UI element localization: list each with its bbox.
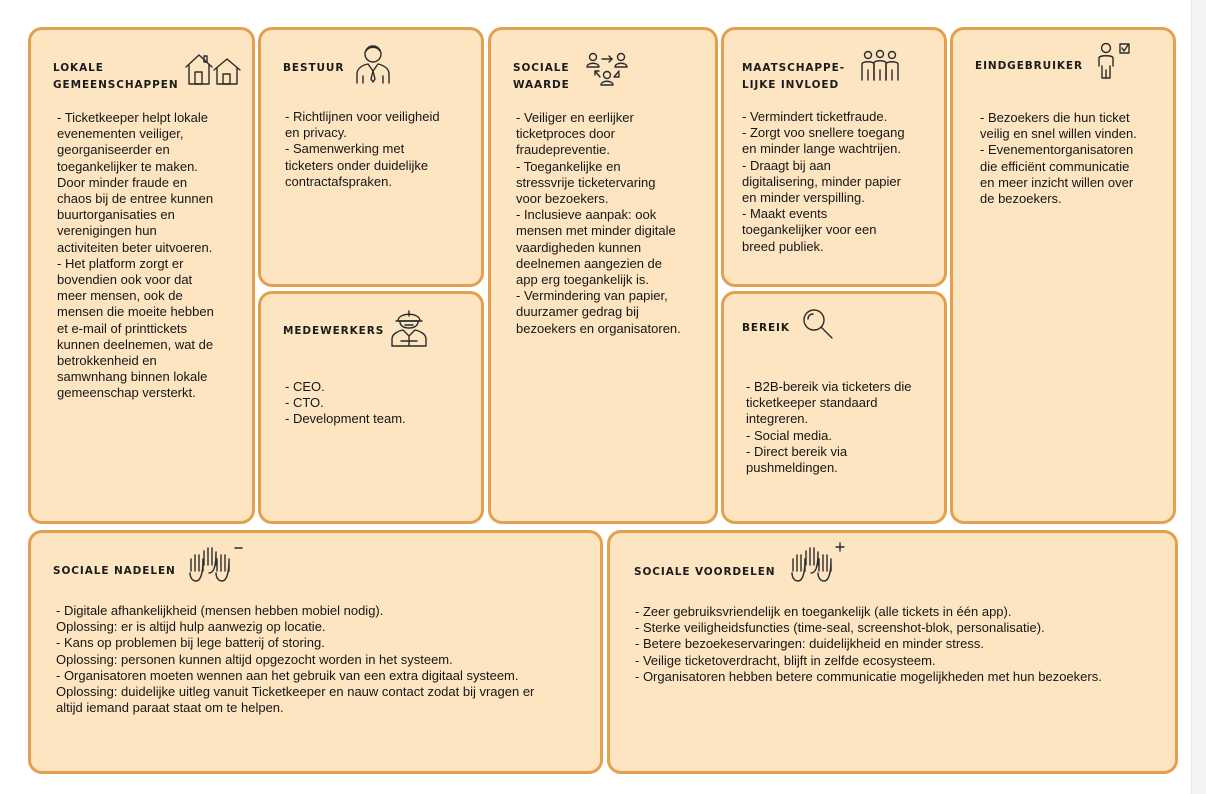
card-body: - Richtlijnen voor veiligheid en privacy. - Samenwerking met ticketers onder duidelijke contractafspraken. bbox=[285, 109, 440, 189]
card-title: LOKALE GEMEENSCHAPPEN bbox=[53, 62, 179, 91]
page-edge bbox=[1191, 0, 1206, 794]
card-sociale-voordelen bbox=[607, 530, 1178, 774]
card-sociale-waarde bbox=[488, 27, 718, 524]
card-title: EINDGEBRUIKER bbox=[975, 60, 1083, 72]
houses-icon bbox=[183, 52, 245, 86]
card-body: - Bezoekers die hun ticket veilig en snel willen vinden. - Evenementorganisatoren die efficiënt communicatie en meer inzicht willen over de bezoekers. bbox=[980, 110, 1137, 207]
people-exchange-icon bbox=[586, 52, 628, 88]
card-body: - B2B-bereik via ticketers die ticketkeeper standaard integreren. - Social media. - Direct bereik via pushmeldingen. bbox=[746, 379, 912, 476]
card-body: - Vermindert ticketfraude. - Zorgt voo snellere toegang en minder lange wachtrijen. - Draagt bij aan digitalisering, minder papier en minder verspilling. - Maakt events toegankelijker voor een breed publiek. bbox=[742, 109, 905, 254]
card-maatschappelijke-invloed bbox=[721, 27, 947, 287]
user-check-icon bbox=[1096, 42, 1134, 80]
group-icon bbox=[859, 50, 901, 82]
card-lokale-gemeenschappen bbox=[28, 27, 255, 524]
card-title: MEDEWERKERS bbox=[283, 325, 385, 337]
worker-icon bbox=[389, 306, 429, 348]
card-body: - CEO. - CTO. - Development team. bbox=[285, 379, 406, 427]
businessman-icon bbox=[353, 43, 393, 85]
card-bestuur bbox=[258, 27, 484, 287]
card-title: BEREIK bbox=[742, 322, 790, 334]
hands-minus-icon bbox=[186, 543, 244, 585]
card-title: SOCIALE WAARDE bbox=[513, 62, 570, 91]
card-medewerkers bbox=[258, 291, 484, 524]
card-title: BESTUUR bbox=[283, 62, 345, 74]
magnifier-icon bbox=[801, 307, 835, 341]
card-title: SOCIALE NADELEN bbox=[53, 565, 176, 577]
card-body: - Veiliger en eerlijker ticketproces door fraudepreventie. - Toegankelijke en stressvrije ticketervaring voor bezoekers. - Inclusieve aanpak: ook mensen met minder digitale vaardigheden kunnen deelnemen aangezien de app erg toegankelijk is. - Vermindering van papier, duurzamer gedrag bij bezoekers en organisatoren. bbox=[516, 110, 681, 336]
card-bereik bbox=[721, 291, 947, 524]
card-eindgebruiker bbox=[950, 27, 1176, 524]
card-title: MAATSCHAPPE- LIJKE INVLOED bbox=[742, 62, 845, 91]
card-sociale-nadelen bbox=[28, 530, 603, 774]
hands-plus-icon bbox=[788, 541, 846, 583]
card-title: SOCIALE VOORDELEN bbox=[634, 566, 776, 578]
card-body: - Ticketkeeper helpt lokale evenementen veiliger, georganiseerder en toegankelijker te maken. Door minder fraude en chaos bij de entree kunnen buurtorganisaties en verenigingen hun activiteiten beter uitvoeren. - Het platform zorgt er bovendien ook voor dat meer mensen, ook de mensen die moeite hebben et e-mail of printtickets kunnen deelnemen, wat de betrokkenheid en samwnhang binnen lokale gemeenschap versterkt. bbox=[57, 110, 214, 401]
card-body: - Zeer gebruiksvriendelijk en toegankelijk (alle tickets in één app). - Sterke veiligheidsfuncties (time-seal, screenshot-blok, personalisatie). - Betere bezoekeservaringen: duidelijkheid en minder stress. - Veilige ticketoverdracht, blijft in zelfde ecosysteem. - Organisatoren hebben betere communicatie mogelijkheden met hun bezoekers. bbox=[635, 604, 1102, 684]
card-body: - Digitale afhankelijkheid (mensen hebben mobiel nodig). Oplossing: er is altijd hulp aanwezig op locatie. - Kans op problemen bij lege batterij of storing. Oplossing: personen kunnen altijd opgezocht worden in het systeem. - Organisatoren moeten wennen aan het gebruik van een extra digitaal systeem. Oplossing: duidelijke uitleg vanuit Ticketkeeper en nauw contact zodat bij vragen er altijd iemand paraat staat om te helpen. bbox=[56, 603, 535, 716]
